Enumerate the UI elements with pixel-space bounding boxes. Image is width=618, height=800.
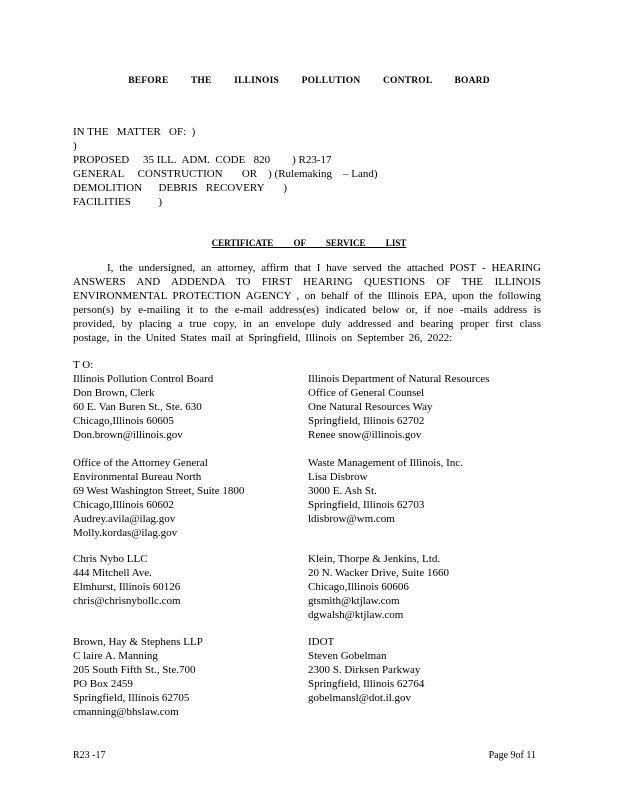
footer-docket: R23 -17 [73,750,106,761]
recipient-block [308,635,543,705]
recipient-line: 205 South Fifth St., Ste.700 [73,664,196,676]
recipient-email: gtsmith@ktjlaw.com [308,595,400,607]
recipient-line: Lisa Disbrow [308,471,368,483]
certificate-title-text: CERTIFICATE OF SERVICE LIST [211,238,407,248]
recipient-line: 60 E. Van Buren St., Ste. 630 [73,401,202,413]
recipient-line: Elmhurst, Illinois 60126 [73,581,181,593]
caption-line: PROPOSED 35 ILL. ADM. CODE 820 ) R23-17 [73,154,332,166]
recipient-block [73,635,308,719]
recipient-block [73,372,308,442]
recipient-email: cmanning@bhslaw.com [73,706,179,718]
recipient-email: Renee snow@illinois.gov [308,429,422,441]
recipient-line: Waste Management of Illinois, Inc. [308,457,463,469]
recipient-line: Klein, Thorpe & Jenkins, Ltd. [308,553,441,565]
recipient-line: Chicago,Illinois 60605 [73,415,174,427]
recipient-email: dgwalsh@ktjlaw.com [308,609,404,621]
recipient-line: Office of the Attorney General [73,457,208,469]
recipient-email: gobelmansl@dot.il.gov [308,692,412,704]
recipient-line: IDOT [308,636,335,648]
recipient-email: ldisbrow@wm.com [308,513,395,525]
recipient-line: Chicago,Illinois 60602 [73,499,174,511]
recipient-line: 2300 S. Dirksen Parkway [308,664,421,676]
recipient-line: 444 Mitchell Ave. [73,567,152,579]
recipient-line: Brown, Hay & Stephens LLP [73,636,203,648]
recipient-line: 20 N. Wacker Drive, Suite 1660 [308,567,449,579]
recipient-line: Environmental Bureau North [73,471,202,483]
recipient-line: Steven Gobelman [308,650,387,662]
caption-line: IN THE MATTER OF: ) [73,126,196,138]
footer-page-number: Page 9of 11 [488,750,536,761]
to-label: T O: [73,359,94,371]
recipient-line: C laire A. Manning [73,650,158,662]
certification-paragraph: I, the undersigned, an attorney, affirm that I have served the attached POST - HEARING ANSWERS AND ADDENDA TO FIRST HEARING QUESTIONS OF THE ILLINOIS ENVIRONMENTAL PROTECTION AGENCY , on behalf of the Illinois EPA, upon the following person(s) by e-mailing it to the e-mail address(es) indicated below or, if noe -mails address is provided, by placing a true copy, in an envelope duly addressed and bearing proper first class postage, in the United States mail at Springfield, Illinois on September 26, 2022: [73,262,541,344]
recipient-line: Springfield, Illinois 62703 [308,499,425,511]
caption-line: DEMOLITION DEBRIS RECOVERY ) [73,182,288,194]
recipient-line: Chicago,Illinois 60606 [308,581,409,593]
recipient-line: 69 West Washington Street, Suite 1800 [73,485,245,497]
caption-line: FACILITIES ) [73,196,163,208]
caption-line: ) [73,140,77,152]
certificate-title [0,236,618,250]
case-caption [73,125,493,209]
recipient-line: Springfield, Illinois 62705 [73,692,190,704]
recipient-block [73,552,308,608]
caption-line: GENERAL CONSTRUCTION OR ) (Rulemaking – Land) [73,168,378,180]
recipient-line: Office of General Counsel [308,387,425,399]
recipient-line: PO Box 2459 [73,678,133,690]
recipient-email: Don.brown@illinois.gov [73,429,183,441]
board-heading: BEFORE THE ILLINOIS POLLUTION CONTROL BOARD [128,76,490,86]
recipient-block [308,552,543,622]
recipient-line: Springfield, Illinois 62764 [308,678,425,690]
recipient-block [73,456,308,540]
recipient-email: Audrey.avila@ilag.gov [73,513,176,525]
recipient-line: 3000 E. Ash St. [308,485,377,497]
recipient-line: Illinois Department of Natural Resources [308,373,490,385]
recipient-email: chris@chrisnybollc.com [73,595,181,607]
recipient-block [308,456,543,526]
recipient-line: Springfield, Illinois 62702 [308,415,425,427]
recipient-line: Chris Nybo LLC [73,553,148,565]
recipient-line: One Natural Resources Way [308,401,433,413]
recipient-line: Don Brown, Clerk [73,387,155,399]
recipient-email: Molly.kordas@ilag.gov [73,527,178,539]
recipient-line: Illinois Pollution Control Board [73,373,214,385]
recipient-block [308,372,543,442]
